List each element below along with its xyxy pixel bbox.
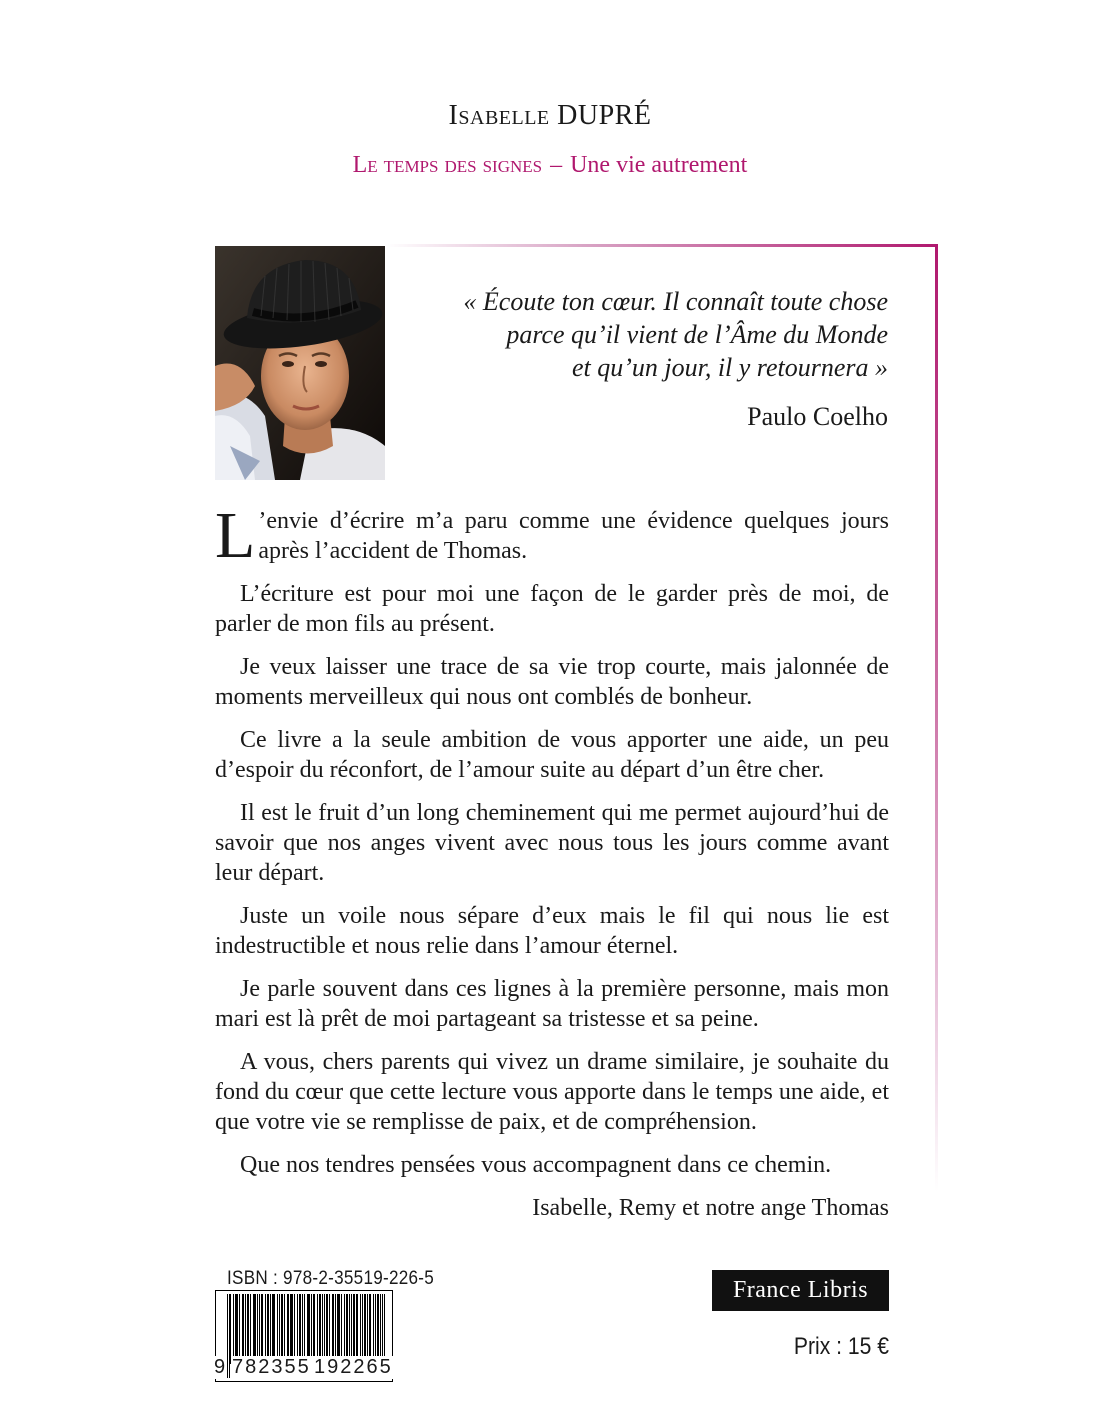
epigraph-quote bbox=[430, 285, 888, 384]
decorative-frame-top bbox=[386, 244, 938, 247]
paragraph: Je parle souvent dans ces lignes à la première personne, mais mon mari est là prêt de moi partageant sa tristesse et sa peine. bbox=[215, 976, 889, 1032]
title-dash: – bbox=[550, 152, 563, 178]
quote-line: et qu’un jour, il y retournera » bbox=[571, 353, 888, 382]
book-title bbox=[0, 152, 1100, 179]
quote-line: parce qu’il vient de l’Âme du Monde bbox=[506, 320, 888, 349]
paragraph: Que nos tendres pensées vous accompagnent dans ce chemin. bbox=[240, 1152, 832, 1178]
publisher-logo: France Libris bbox=[712, 1270, 889, 1311]
signature: Isabelle, Remy et notre ange Thomas bbox=[532, 1195, 889, 1221]
paragraph: Juste un voile nous sépare d’eux mais le fil qui nous lie est indestructible et nous relie dans l’amour éternel. bbox=[215, 903, 889, 959]
paragraph-text: ’envie d’écrire m’a paru comme une évidence quelques jours après l’accident de Thomas. bbox=[258, 508, 889, 564]
drop-cap: L bbox=[215, 499, 256, 572]
paragraph: A vous, chers parents qui vivez un drame similaire, je souhaite du fond du cœur que cette lecture vous apporte dans le temps une aide, et que votre vie se remplisse de paix, et de compréhension. bbox=[215, 1049, 889, 1135]
portrait-photo-icon bbox=[215, 246, 385, 480]
paragraph: L’écriture est pour moi une façon de le garder près de moi, de parler de mon fils au présent. bbox=[215, 581, 889, 637]
book-subtitle: Une vie autrement bbox=[570, 152, 748, 178]
paragraph bbox=[215, 499, 889, 572]
quote-author: Paulo Coelho bbox=[747, 402, 888, 431]
barcode-digit-first: 9 bbox=[214, 1356, 226, 1378]
quote-line: « Écoute ton cœur. Il connaît toute chose bbox=[463, 287, 888, 316]
price: Prix : 15 € bbox=[793, 1333, 889, 1360]
back-cover-text bbox=[215, 499, 889, 1236]
book-main-title: Le temps des signes bbox=[352, 152, 543, 178]
author-last-name: DUPRÉ bbox=[557, 100, 652, 131]
author-first-name: Isabelle bbox=[448, 100, 550, 131]
portrait-photo bbox=[215, 246, 385, 480]
isbn-label: ISBN : 978-2-35519-226-5 bbox=[227, 1268, 435, 1289]
paragraph: Je veux laisser une trace de sa vie trop courte, mais jalonnée de moments merveilleux qui nous ont comblés de bonheur. bbox=[215, 654, 889, 710]
barcode-digits-left: 782355 bbox=[232, 1356, 311, 1378]
author-name bbox=[0, 100, 1100, 132]
paragraph: Ce livre a la seule ambition de vous apporter une aide, un peu d’espoir du réconfort, de l’amour suite au départ d’un être cher. bbox=[215, 727, 889, 783]
paragraph: Il est le fruit d’un long cheminement qui me permet aujourd’hui de savoir que nos anges vivent avec nous tous les jours comme avant leur départ. bbox=[215, 800, 889, 886]
decorative-frame-right bbox=[935, 244, 938, 1192]
barcode-digits bbox=[213, 1354, 395, 1382]
barcode-digits-right: 192265 bbox=[314, 1356, 393, 1378]
